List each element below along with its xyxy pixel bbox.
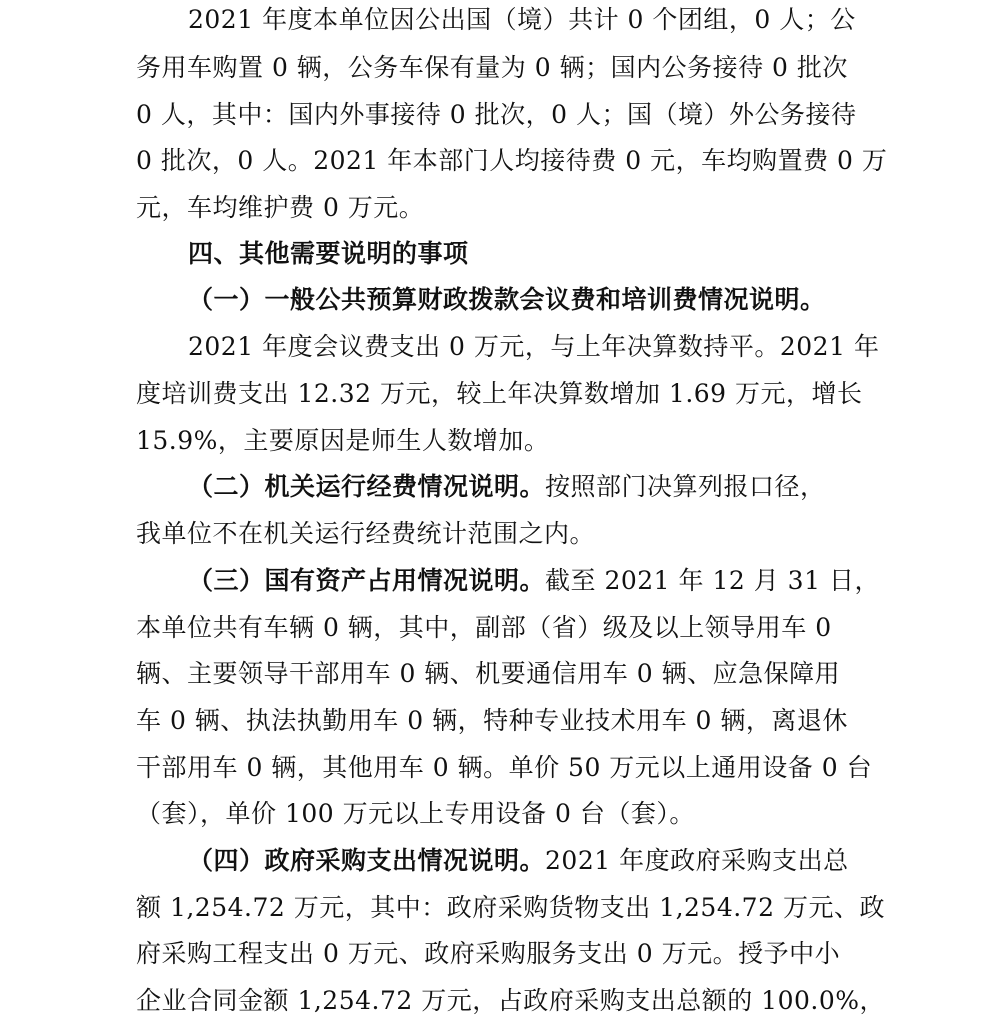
subsection-heading: （三）国有资产占用情况说明。 xyxy=(188,566,546,595)
paragraph-line: 2021 年度会议费支出 0 万元，与上年决算数持平。2021 年 xyxy=(188,332,880,361)
paragraph-line: 辆、主要领导干部用车 0 辆、机要通信用车 0 辆、应急保障用 xyxy=(136,659,841,688)
paragraph-line: 车 0 辆、执法执勤用车 0 辆，特种专业技术用车 0 辆，离退休 xyxy=(136,706,848,735)
paragraph-line: 度培训费支出 12.32 万元，较上年决算数增加 1.69 万元，增长 xyxy=(136,379,863,408)
subsection-heading: （二）机关运行经费情况说明。 xyxy=(188,472,546,501)
paragraph-text: 按照部门决算列报口径， xyxy=(545,472,826,501)
paragraph-line: （套），单价 100 万元以上专用设备 0 台（套）。 xyxy=(136,799,695,828)
paragraph-line: 15.9%，主要原因是师生人数增加。 xyxy=(136,426,550,455)
paragraph-line: 我单位不在机关运行经费统计范围之内。 xyxy=(136,519,596,548)
paragraph-line: 元，车均维护费 0 万元。 xyxy=(136,193,425,222)
paragraph-line xyxy=(188,463,826,511)
subsection-heading: （四）政府采购支出情况说明。 xyxy=(188,846,546,875)
paragraph-line: 企业合同金额 1,254.72 万元，占政府采购支出总额的 100.0%， xyxy=(136,986,885,1015)
paragraph-line: 本单位共有车辆 0 辆，其中，副部（省）级及以上领导用车 0 xyxy=(136,613,832,642)
paragraph-line: 干部用车 0 辆，其他用车 0 辆。单价 50 万元以上通用设备 0 台 xyxy=(136,753,873,782)
paragraph-text: 截至 2021 年 12 月 31 日， xyxy=(545,566,880,595)
paragraph-text: 2021 年度政府采购支出总 xyxy=(545,846,849,875)
paragraph-line: 府采购工程支出 0 万元、政府采购服务支出 0 万元。授予中小 xyxy=(136,939,841,968)
paragraph-line: 务用车购置 0 辆，公务车保有量为 0 辆；国内公务接待 0 批次 xyxy=(136,53,848,82)
subsection-heading: （一）一般公共预算财政拨款会议费和培训费情况说明。 xyxy=(188,285,826,314)
paragraph-line: 2021 年度本单位因公出国（境）共计 0 个团组，0 人；公 xyxy=(188,5,856,34)
paragraph-line xyxy=(188,557,880,605)
paragraph-line: 0 批次，0 人。2021 年本部门人均接待费 0 元，车均购置费 0 万 xyxy=(136,146,888,175)
paragraph-line: 额 1,254.72 万元，其中：政府采购货物支出 1,254.72 万元、政 xyxy=(136,893,885,922)
paragraph-line: 0 人，其中：国内外事接待 0 批次，0 人；国（境）外公务接待 xyxy=(136,100,857,129)
paragraph-line xyxy=(188,837,849,885)
section-heading: 四、其他需要说明的事项 xyxy=(188,239,469,268)
